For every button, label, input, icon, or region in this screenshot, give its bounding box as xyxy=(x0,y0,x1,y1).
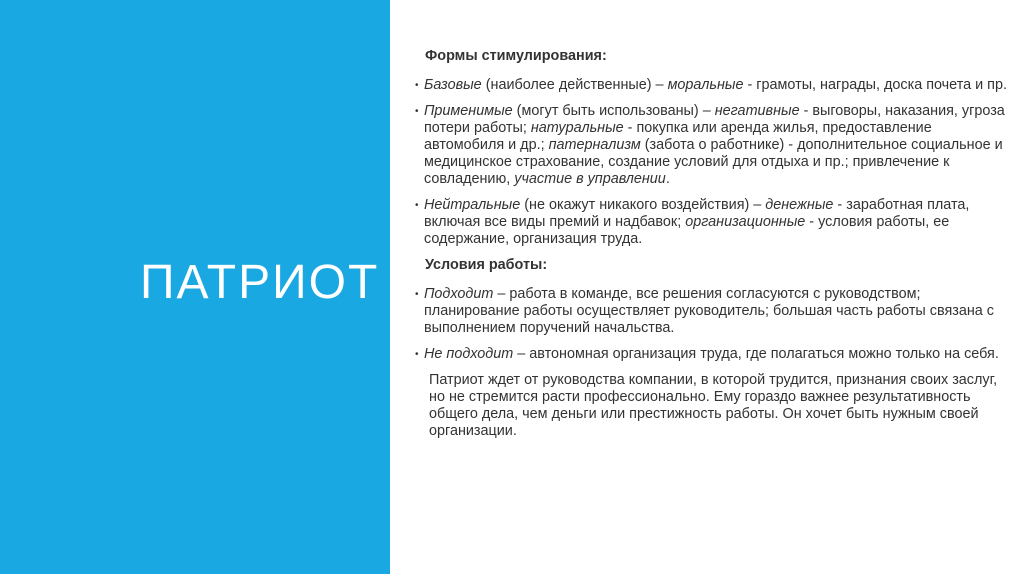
text: - покупка или аренда жилья, предоставление автомобиля и др.; xyxy=(424,120,932,153)
emphasis: организационные xyxy=(685,214,806,230)
bullet-icon: • xyxy=(415,106,419,117)
bullet-icon: • xyxy=(415,200,419,211)
emphasis: Базовые xyxy=(424,77,482,93)
text: (забота о работнике) - дополнительное социальное и медицинское страхование, создание условий для отдыха и пр.; привлечение к совладению, xyxy=(424,137,1003,187)
stimulation-heading: Формы стимулирования: xyxy=(425,48,607,64)
text: - грамоты, награды, доска почета и пр. xyxy=(743,77,1007,93)
slide-title: ПАТРИОТ xyxy=(140,256,380,309)
text: . xyxy=(665,171,670,187)
left-accent-panel xyxy=(0,0,390,574)
emphasis: участие в управлении xyxy=(514,171,666,187)
emphasis: натуральные xyxy=(530,120,624,136)
emphasis: денежные xyxy=(765,197,834,213)
emphasis: Применимые xyxy=(424,103,513,119)
conditions-heading: Условия работы: xyxy=(425,257,548,273)
emphasis: Нейтральные xyxy=(424,197,521,213)
text: – работа в команде, все решения согласуются с руководством; планирование работы осуществляет руководитель; большая часть работы связана с выполнением поручений начальства. xyxy=(424,286,994,336)
emphasis: Подходит xyxy=(424,286,494,302)
list-item xyxy=(415,346,1012,363)
slide-content xyxy=(415,48,1012,440)
bullet-icon: • xyxy=(415,80,419,91)
text: - выговоры, наказания, угроза потери работы; xyxy=(424,103,1005,136)
text: – автономная организация труда, где полагаться можно только на себя. xyxy=(513,346,999,362)
bullet-icon: • xyxy=(415,289,419,300)
text: - заработная плата, включая все виды премий и надбавок; xyxy=(424,197,970,230)
list-item xyxy=(415,77,1012,94)
list-item xyxy=(415,197,1012,248)
stimulation-list xyxy=(415,77,1012,248)
closing-paragraph: Патриот ждет от руководства компании, в которой трудится, признания своих заслуг, но не стремится расти профессионально. Ему гораздо важнее результативность общего дела, чем деньги или престижность работы. Он хочет быть нужным своей организации. xyxy=(429,372,998,439)
text: (не окажут никакого воздействия) – xyxy=(520,197,766,213)
emphasis: Не подходит xyxy=(424,346,514,362)
text: (могут быть использованы) – xyxy=(512,103,715,119)
emphasis: моральные xyxy=(667,77,744,93)
emphasis: негативные xyxy=(714,103,800,119)
conditions-list xyxy=(415,286,1012,363)
text: (наиболее действенные) – xyxy=(481,77,668,93)
bullet-icon: • xyxy=(415,349,419,360)
list-item xyxy=(415,103,1012,188)
text: - условия работы, ее содержание, организация труда. xyxy=(424,214,950,247)
emphasis: патернализм xyxy=(548,137,641,153)
list-item xyxy=(415,286,1012,337)
